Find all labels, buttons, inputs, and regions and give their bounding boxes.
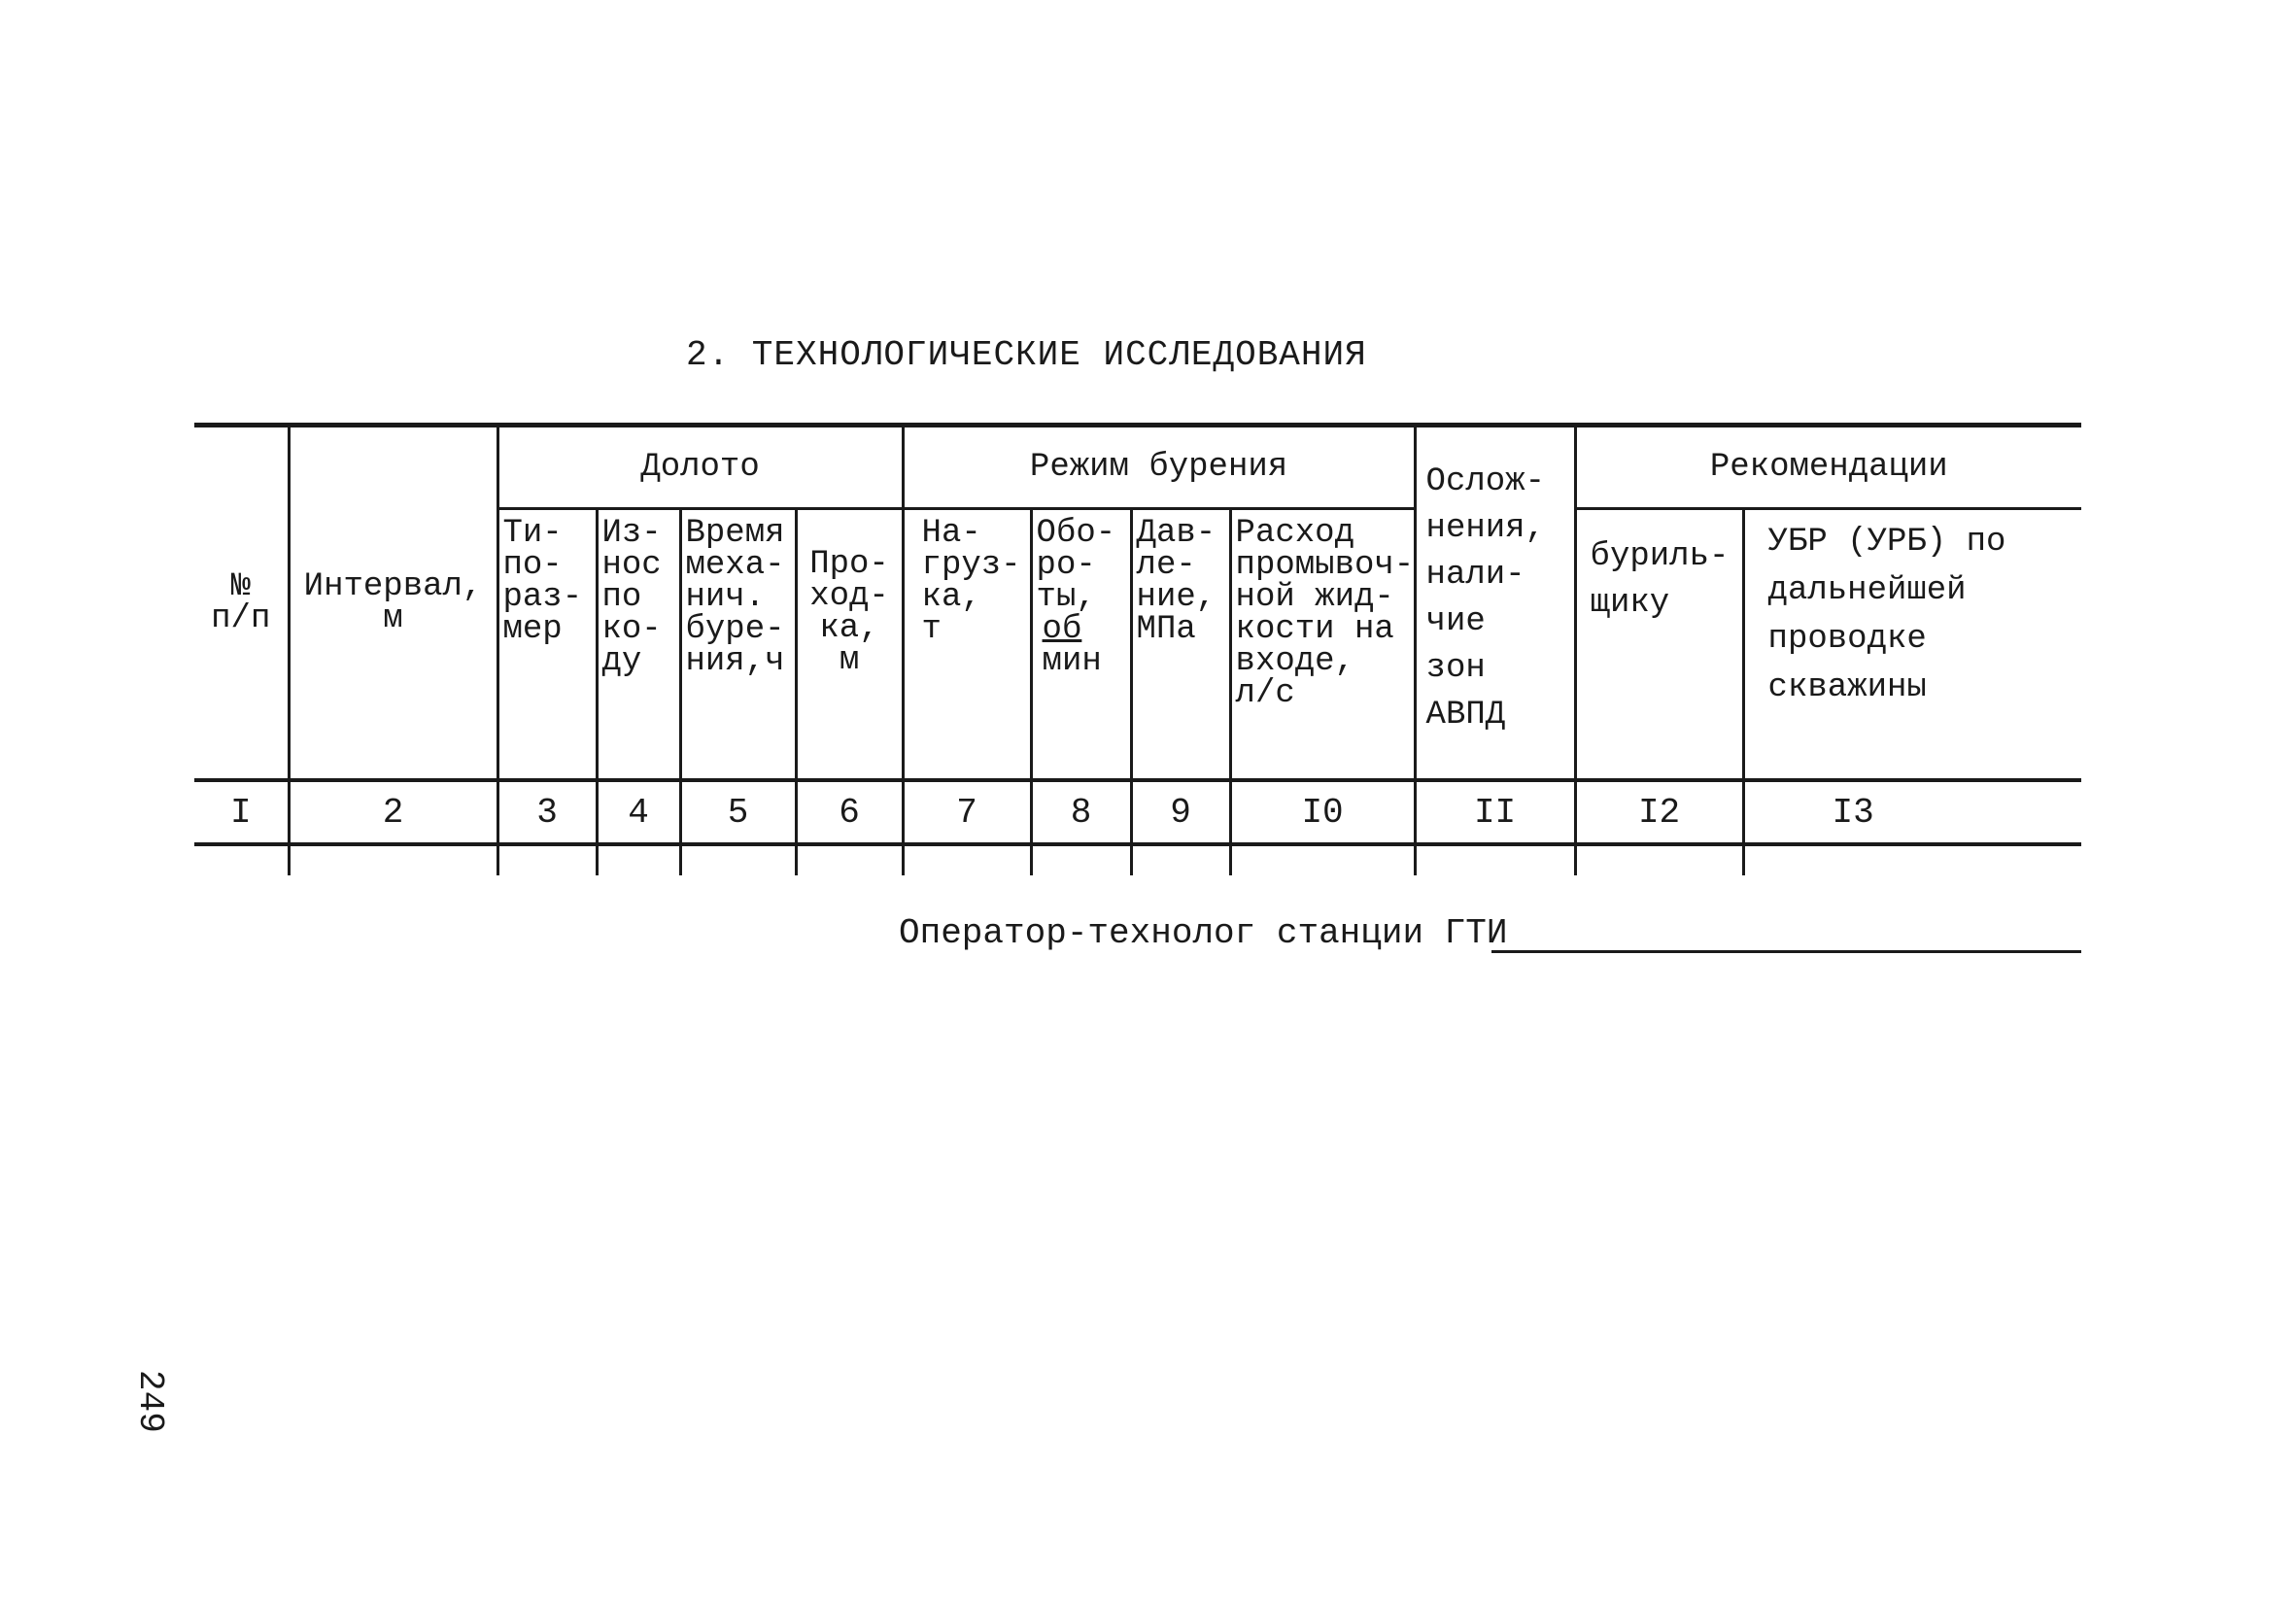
header-ubr: УБР (УРБ) по дальнейшей проводке скважины	[1743, 509, 2081, 781]
page-number: 249	[130, 1370, 170, 1433]
col-number-1: I	[194, 780, 289, 844]
header-vremya: Время меха- нич. буре- ния,ч	[680, 509, 796, 781]
col-number-13: I3	[1743, 780, 2081, 844]
col-number-11: II	[1415, 780, 1575, 844]
col-number-4: 4	[597, 780, 680, 844]
header-davlenie: Дав- ле- ние, МПа	[1131, 509, 1230, 781]
header-oboroty: Обо- ро- ты, об мин	[1031, 509, 1131, 781]
section-title: 2. ТЕХНОЛОГИЧЕСКИЕ ИССЛЕДОВАНИЯ	[686, 335, 1367, 375]
header-burilshiku: буриль- щику	[1575, 509, 1743, 781]
empty-data-row	[194, 844, 2081, 875]
research-table-wrapper	[194, 423, 2081, 875]
header-iznos: Из- нос по ко- ду	[597, 509, 680, 781]
col-number-5: 5	[680, 780, 796, 844]
col-number-7: 7	[903, 780, 1031, 844]
signature-label: Оператор-технолог станции ГТИ	[899, 913, 1508, 953]
header-tiporazmer: Ти- по- раз- мер	[497, 509, 597, 781]
col-number-10: I0	[1230, 780, 1415, 844]
header-group-rezhim: Режим бурения	[903, 426, 1415, 509]
col-number-3: 3	[497, 780, 597, 844]
header-interval: Интервал, м	[289, 426, 497, 781]
research-table	[194, 423, 2081, 875]
header-group-doloto: Долото	[497, 426, 903, 509]
col-number-6: 6	[796, 780, 903, 844]
col-number-9: 9	[1131, 780, 1230, 844]
oboroty-unit-denominator: мин	[1042, 643, 1102, 680]
col-number-12: I2	[1575, 780, 1743, 844]
signature-line	[1491, 950, 2081, 953]
header-oslozhneniya: Ослож- нения, нали- чие зон АВПД	[1415, 426, 1575, 781]
header-group-rekomendacii: Рекомендации	[1575, 426, 2081, 509]
col-number-2: 2	[289, 780, 497, 844]
header-num: № п/п	[194, 426, 289, 781]
header-nagruzka: На- груз- ка, т	[903, 509, 1031, 781]
col-number-8: 8	[1031, 780, 1131, 844]
header-rashod: Расход промывоч- ной жид- кости на входе, л/с	[1230, 509, 1415, 781]
oboroty-unit-numerator: об	[1042, 611, 1082, 648]
column-numbers-row	[194, 780, 2081, 844]
header-prohodka: Про- ход- ка, м	[796, 509, 903, 781]
